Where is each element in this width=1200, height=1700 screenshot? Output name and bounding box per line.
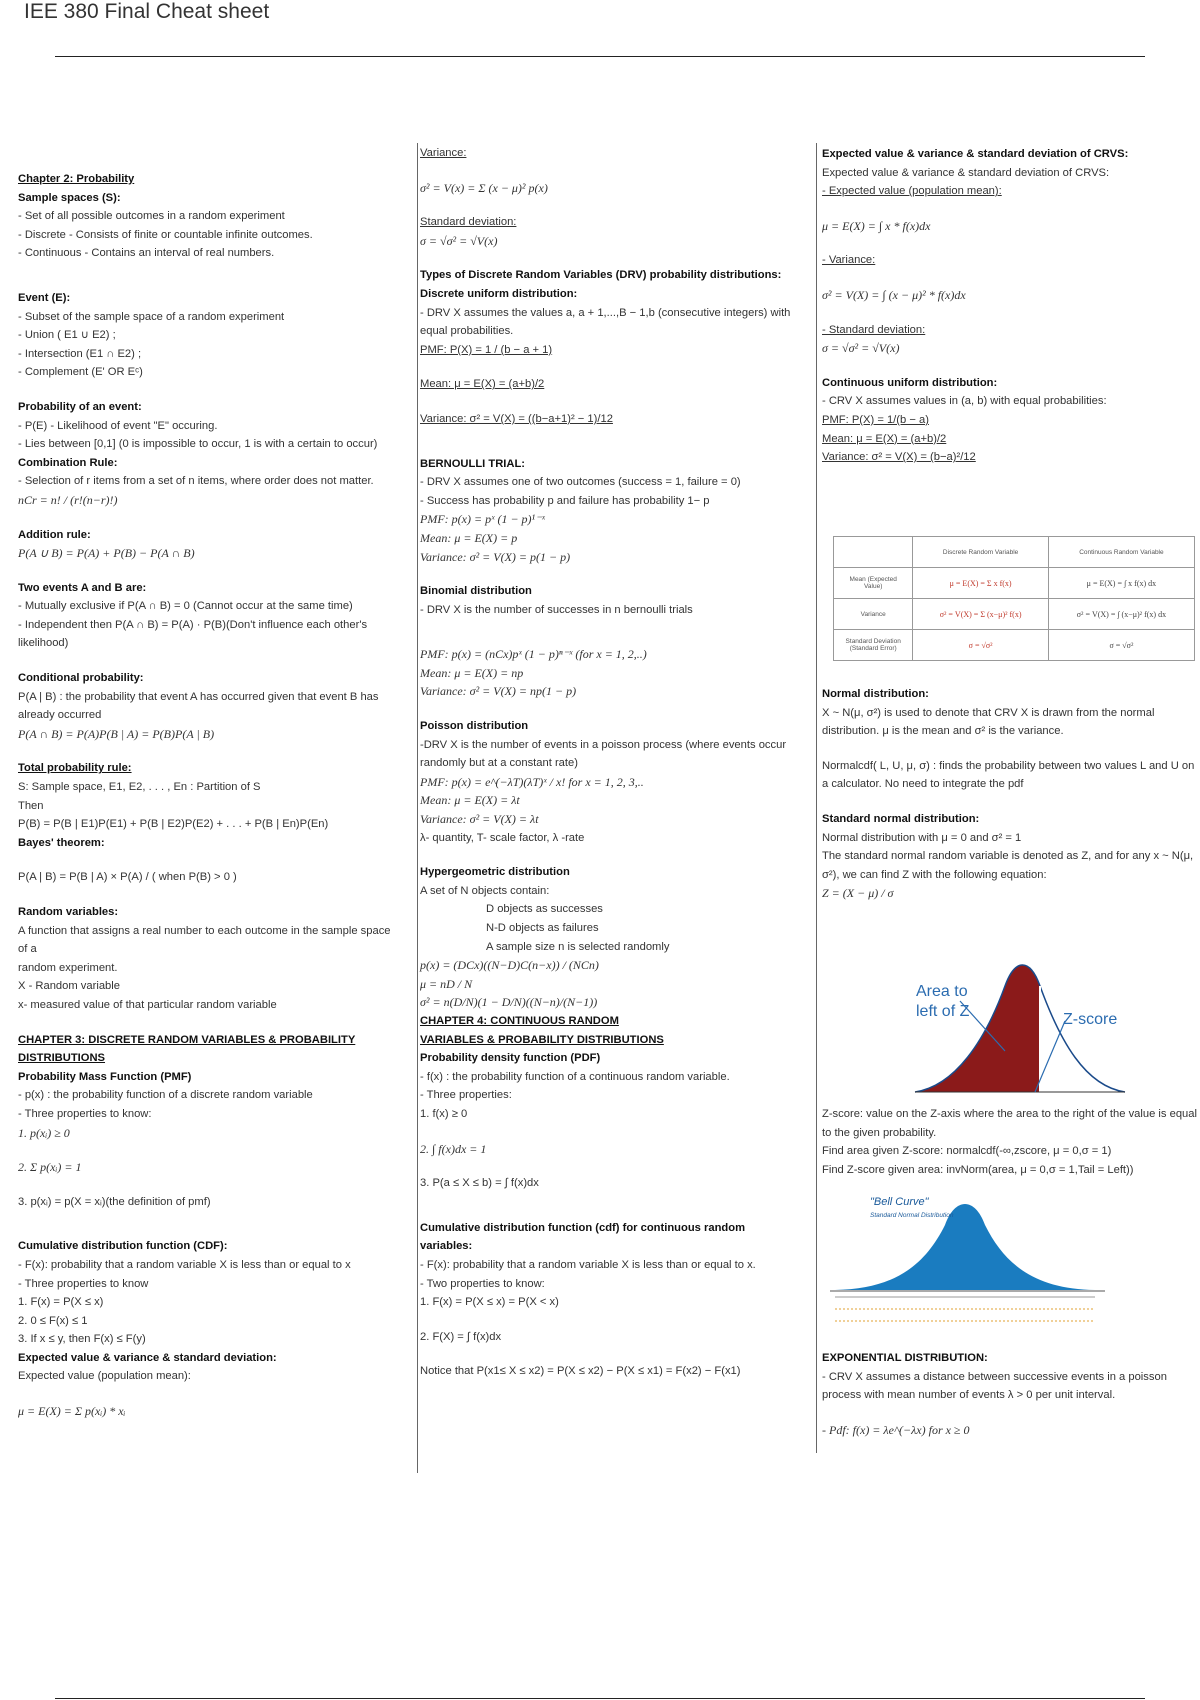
area-label-2: left of Z <box>916 1003 970 1020</box>
formula-line: σ² = V(X) = ∫ (x − μ)² * f(x)dx <box>822 287 966 302</box>
table-cell: σ² = V(X) = ∫ (x−μ)² f(x) dx <box>1048 599 1194 630</box>
formula-line: σ = √σ² = √V(x) <box>420 233 498 248</box>
text-line: - Mutually exclusive if P(A ∩ B) = 0 (Cannot occur at the same time) <box>18 600 353 613</box>
spacer <box>18 852 408 868</box>
bell-curve-figure <box>825 1185 1115 1335</box>
section-heading: Discrete uniform distribution: <box>420 287 578 300</box>
section-heading: CHAPTER 4: CONTINUOUS RANDOM <box>420 1014 619 1027</box>
section-heading: Random variables: <box>18 906 119 918</box>
spacer <box>18 1142 408 1158</box>
table-cell: σ = √σ² <box>913 630 1048 661</box>
formula-line: 2. Σ p(xᵢ) = 1 <box>18 1160 82 1175</box>
spacer <box>822 794 1200 810</box>
section-heading: Total probability rule: <box>18 762 132 775</box>
text-line: Expected value (population mean): <box>18 1370 191 1383</box>
text-line: - Independent then P(A ∩ B) = P(A) · P(B)(Don't influence each other's <box>18 618 368 631</box>
column-right-zscore <box>822 1105 1200 1179</box>
formula-line: μ = E(X) = ∫ x * f(x)dx <box>822 218 931 233</box>
spacer <box>822 741 1200 757</box>
spacer <box>18 510 408 526</box>
text-line: A set of N objects contain: <box>420 884 550 897</box>
text-line: 1. F(x) = P(X ≤ x) = P(X < x) <box>420 1296 559 1309</box>
section-heading: Probability density function (PDF) <box>420 1052 601 1065</box>
spacer <box>18 1015 408 1031</box>
spacer <box>822 201 1200 217</box>
formula-line: Variance: σ² = V(X) = np(1 − p) <box>420 684 577 699</box>
formula-line: P(A ∩ B) = P(A)P(B | A) = P(B)P(A | B) <box>18 726 215 741</box>
formula-line: σ = √σ² = √V(x) <box>822 341 900 356</box>
text-line: already occurred <box>18 709 102 722</box>
text-line: 3. P(a ≤ X ≤ b) = ∫ f(x)dx <box>420 1177 539 1190</box>
formula-line: P(A ∪ B) = P(A) + P(B) − P(A ∩ B) <box>18 546 195 561</box>
column-left <box>18 170 408 1421</box>
text-line: - Expected value (population mean): <box>822 185 1002 198</box>
formula-line: σ² = V(x) = Σ (x − μ)² p(x) <box>420 180 548 195</box>
formula-line: μ = E(X) = Σ p(xᵢ) * xᵢ <box>18 1404 126 1419</box>
formula-line: Mean: μ = E(X) = np <box>420 665 524 680</box>
spacer <box>420 163 810 179</box>
text-line: σ²), we can find Z with the following equation: <box>822 868 1047 881</box>
text-line: Mean: μ = E(X) = (a+b)/2 <box>420 378 545 391</box>
section-heading: Probability of an event: <box>18 400 142 413</box>
text-line: Normal distribution with μ = 0 and σ² = 1 <box>822 831 1022 844</box>
table-cell: σ² = V(X) = Σ (x−μ)² f(x) <box>913 599 1048 630</box>
text-line: - Discrete - Consists of finite or countable infinite outcomes. <box>18 228 313 241</box>
spacer <box>18 653 408 669</box>
spacer <box>18 382 408 398</box>
formula-line: PMF: p(x) = e^(−λT)(λT)ˣ / x! for x = 1, 2, 3,.. <box>420 774 644 789</box>
spacer <box>420 197 810 213</box>
spacer <box>420 847 810 863</box>
section-heading: Chapter 2: Probability <box>18 173 135 185</box>
text-line: x- measured value of that particular random variable <box>18 998 277 1011</box>
spacer <box>420 701 810 717</box>
text-line: 3. If x ≤ y, then F(x) ≤ F(y) <box>18 1333 146 1346</box>
spacer <box>18 563 408 579</box>
spacer <box>18 263 408 289</box>
column-right-exponential <box>822 1349 1200 1439</box>
text-line: likelihood) <box>18 637 69 650</box>
text-line: random experiment. <box>18 961 118 974</box>
text-line: - CRV X assumes a distance between successive events in a poisson <box>822 1370 1167 1383</box>
spacer <box>18 1177 408 1193</box>
text-line: 3. p(xᵢ) = p(X = xᵢ)(the definition of pmf) <box>18 1195 211 1208</box>
text-line: 2. 0 ≤ F(x) ≤ 1 <box>18 1314 88 1327</box>
spacer <box>420 1346 810 1362</box>
footer-rule <box>55 1698 1145 1699</box>
spacer <box>822 1405 1200 1421</box>
section-heading: Two events A and B are: <box>18 581 147 594</box>
spacer <box>18 887 408 903</box>
text-line: P(A | B) : the probability that event A has occurred given that event B has <box>18 690 379 703</box>
bell-curve-title: "Bell Curve" <box>870 1196 929 1208</box>
section-heading: Standard normal distribution: <box>822 812 980 825</box>
text-line: - DRV X assumes the values a, a + 1,...,B − 1,b (consecutive integers) with <box>420 306 791 319</box>
table-cell: μ = E(X) = ∫ x f(x) dx <box>1048 568 1194 599</box>
text-line: Standard deviation: <box>420 216 517 229</box>
text-line: distribution. μ is the mean and σ² is the variance. <box>822 725 1064 738</box>
text-line: randomly but at a constant rate) <box>420 757 578 770</box>
formula-line: σ² = n(D/N)(1 − D/N)((N−n)/(N−1)) <box>420 995 598 1010</box>
section-heading: Probability Mass Function (PMF) <box>18 1070 192 1083</box>
formula-line: Z = (X − μ) / σ <box>822 886 894 901</box>
text-line: Mean: μ = E(X) = (a+b)/2 <box>822 432 947 445</box>
formula-line: Variance: σ² = V(X) = p(1 − p) <box>420 549 571 564</box>
spacer <box>420 1158 810 1174</box>
text-line: - Standard deviation: <box>822 323 926 336</box>
spacer <box>18 743 408 759</box>
comparison-table-wrap <box>833 536 1195 661</box>
section-heading: Addition rule: <box>18 528 91 541</box>
formula-line: PMF: p(x) = (nCx)pˣ (1 − p)ⁿ⁻ˣ (for x = 1, 2,..) <box>420 647 647 662</box>
text-line: - Set of all possible outcomes in a random experiment <box>18 210 285 223</box>
text-line: - Three properties to know: <box>18 1107 152 1120</box>
formula-line: Variance: σ² = V(X) = λt <box>420 812 539 827</box>
formula-line: 1. p(xᵢ) ≥ 0 <box>18 1125 70 1140</box>
table-row-label: Standard Deviation (Standard Error) <box>834 630 913 661</box>
text-line: Find Z-score given area: invNorm(area, μ = 0,σ = 1,Tail = Left)) <box>822 1163 1134 1176</box>
bell-curve-subtitle: Standard Normal Distribution <box>870 1212 954 1219</box>
table-row-label: Variance <box>834 599 913 630</box>
header-rule <box>55 56 1145 57</box>
table-header-cell <box>834 537 913 568</box>
section-heading: Event (E): <box>18 291 71 304</box>
column-right-normal <box>822 685 1200 903</box>
spacer <box>420 359 810 375</box>
text-line: P(B) = P(B | E1)P(E1) + P(B | E2)P(E2) + . . . + P(B | En)P(En) <box>18 818 329 831</box>
formula-line: nCr = n! / (r!(n−r)!) <box>18 492 118 507</box>
column-middle <box>420 144 810 1381</box>
spacer <box>420 1312 810 1328</box>
table-cell: σ = √σ² <box>1048 630 1194 661</box>
text-line: - Complement (E' OR Eᶜ) <box>18 366 143 379</box>
comparison-table <box>833 536 1195 661</box>
area-label-1: Area to <box>916 983 968 1000</box>
text-line: equal probabilities. <box>420 325 514 338</box>
column-divider-left <box>417 143 418 1473</box>
text-line: - Union ( E1 ∪ E2) ; <box>18 329 116 342</box>
spacer <box>822 270 1200 286</box>
text-line: - DRV X is the number of successes in n bernoulli trials <box>420 603 693 616</box>
spacer <box>420 394 810 410</box>
text-line: - F(x): probability that a random variable X is less than or equal to x <box>18 1258 351 1271</box>
section-heading: variables: <box>420 1240 473 1253</box>
text-line: - CRV X assumes values in (a, b) with equal probabilities: <box>822 395 1107 408</box>
spacer <box>420 619 810 645</box>
text-line: λ- quantity, T- scale factor, λ -rate <box>420 831 585 844</box>
text-line: - F(x): probability that a random variable X is less than or equal to x. <box>420 1258 756 1271</box>
section-heading: Conditional probability: <box>18 672 144 685</box>
formula-line: p(x) = (DCx)((N−D)C(n−x)) / (NCn) <box>420 958 599 973</box>
text-line: a calculator. No need to integrate the pdf <box>822 778 1024 791</box>
text-line: Variance: σ² = V(X) = ((b−a+1)² − 1)/12 <box>420 412 613 425</box>
text-line: Variance: σ² = V(X) = (b−a)²/12 <box>822 451 976 464</box>
spacer <box>420 250 810 266</box>
text-line: N-D objects as failures <box>486 922 599 934</box>
formula-line: PMF: p(x) = pˣ (1 − p)¹⁻ˣ <box>420 512 545 527</box>
z-score-figure <box>900 946 1130 1096</box>
section-heading: CHAPTER 3: DISCRETE RANDOM VARIABLES & PROBABILITY <box>18 1033 356 1046</box>
text-line: - p(x) : the probability function of a discrete random variable <box>18 1089 313 1102</box>
section-heading: Continuous uniform distribution: <box>822 376 998 389</box>
spacer <box>420 1193 810 1219</box>
text-line: The standard normal random variable is denoted as Z, and for any x ~ N(μ, <box>822 850 1194 863</box>
spacer <box>18 1211 408 1237</box>
spacer <box>420 429 810 455</box>
table-header-cell: Continuous Random Variable <box>1048 537 1194 568</box>
column-divider-right <box>816 143 817 1453</box>
section-heading: Combination Rule: <box>18 456 118 469</box>
spacer <box>822 235 1200 251</box>
text-line: of a <box>18 943 37 956</box>
table-row-label: Mean (Expected Value) <box>834 568 913 599</box>
text-line: - Intersection (E1 ∩ E2) ; <box>18 347 142 360</box>
section-heading: VARIABLES & PROBABILITY DISTRIBUTIONS <box>420 1033 664 1046</box>
text-line: - Three properties to know <box>18 1277 149 1290</box>
section-heading: Hypergeometric distribution <box>420 866 570 879</box>
text-line: 1. F(x) = P(X ≤ x) <box>18 1296 104 1309</box>
section-heading: Expected value & variance & standard deviation: <box>18 1351 277 1364</box>
formula-line: Mean: μ = E(X) = p <box>420 530 518 545</box>
text-line: Notice that P(x1≤ X ≤ x2) = P(X ≤ x2) − P(X ≤ x1) = F(x2) − F(x1) <box>420 1365 741 1378</box>
spacer <box>420 566 810 582</box>
section-heading: EXPONENTIAL DISTRIBUTION: <box>822 1352 988 1364</box>
text-line: to the given probability. <box>822 1126 937 1139</box>
text-line: S: Sample space, E1, E2, . . . , En : Partition of S <box>18 781 261 794</box>
text-line: Variance: <box>420 147 467 159</box>
section-heading: Expected value & variance & standard deviation of CRVS: <box>822 148 1129 160</box>
section-heading: Cumulative distribution function (cdf) for continuous random <box>420 1221 746 1234</box>
spacer <box>420 1124 810 1140</box>
section-heading: Binomial distribution <box>420 585 532 598</box>
text-line: - Success has probability p and failure has probability 1− p <box>420 494 710 507</box>
text-line: - Subset of the sample space of a random experiment <box>18 310 285 323</box>
text-line: A function that assigns a real number to each outcome in the sample space <box>18 924 391 937</box>
text-line: PMF: P(X) = 1/(b − a) <box>822 413 929 426</box>
text-line: - Variance: <box>822 254 876 267</box>
text-line: - f(x) : the probability function of a continuous random variable. <box>420 1070 730 1083</box>
text-line: - Selection of r items from a set of n items, where order does not matter. <box>18 475 374 488</box>
section-heading: Cumulative distribution function (CDF): <box>18 1240 228 1253</box>
text-line: A sample size n is selected randomly <box>486 940 670 953</box>
text-line: PMF: P(X) = 1 / (b − a + 1) <box>420 343 553 356</box>
formula-line: Mean: μ = E(X) = λt <box>420 793 520 808</box>
text-line: - Lies between [0,1] (0 is impossible to occur, 1 is with a certain to occur) <box>18 438 378 451</box>
spacer <box>822 305 1200 321</box>
text-line: P(A | B) = P(B | A) × P(A) / ( when P(B) > 0 ) <box>18 871 237 884</box>
z-score-label: Z-score <box>1063 1011 1118 1028</box>
text-line: process with mean number of events λ > 0 per unit interval. <box>822 1389 1116 1402</box>
text-line: X ~ N(μ, σ²) is used to denote that CRV X is drawn from the normal <box>822 706 1155 719</box>
text-line: Expected value & variance & standard deviation of CRVS: <box>822 166 1110 179</box>
text-line: - Three properties: <box>420 1089 512 1102</box>
formula-line: - Pdf: f(x) = λe^(−λx) for x ≥ 0 <box>822 1422 970 1437</box>
text-line: Find area given Z-score: normalcdf(-∞,zscore, μ = 0,σ = 1) <box>822 1145 1112 1158</box>
section-heading: Normal distribution: <box>822 688 929 700</box>
column-right-top <box>822 145 1200 467</box>
section-heading: Poisson distribution <box>420 720 529 733</box>
text-line: - DRV X assumes one of two outcomes (success = 1, failure = 0) <box>420 476 741 489</box>
table-header-cell: Discrete Random Variable <box>913 537 1048 568</box>
text-line: Normalcdf( L, U, μ, σ) : finds the probability between two values L and U on <box>822 759 1195 772</box>
spacer <box>18 1386 408 1402</box>
text-line: - Continuous - Contains an interval of real numbers. <box>18 247 275 260</box>
text-line: - Two properties to know: <box>420 1277 545 1290</box>
section-heading: Bayes' theorem: <box>18 836 105 849</box>
formula-line: 2. ∫ f(x)dx = 1 <box>420 1141 487 1156</box>
text-line: X - Random variable <box>18 980 120 993</box>
text-line: - P(E) - Likelihood of event "E" occuring. <box>18 419 218 432</box>
section-heading: Types of Discrete Random Variables (DRV) probability distributions: <box>420 269 782 282</box>
text-line: 2. F(X) = ∫ f(x)dx <box>420 1330 502 1343</box>
page-title: IEE 380 Final Cheat sheet <box>24 0 270 23</box>
section-heading: BERNOULLI TRIAL: <box>420 457 526 470</box>
text-line: D objects as successes <box>486 903 603 916</box>
section-heading: DISTRIBUTIONS <box>18 1052 106 1065</box>
text-line: -DRV X is the number of events in a poisson process (where events occur <box>420 738 787 751</box>
spacer <box>822 358 1200 374</box>
table-cell: μ = E(X) = Σ x f(x) <box>913 568 1048 599</box>
section-heading: Sample spaces (S): <box>18 191 121 204</box>
text-line: Z-score: value on the Z-axis where the area to the right of the value is equal <box>822 1108 1197 1120</box>
formula-line: μ = nD / N <box>420 976 473 991</box>
text-line: Then <box>18 799 44 812</box>
text-line: 1. f(x) ≥ 0 <box>420 1107 468 1120</box>
